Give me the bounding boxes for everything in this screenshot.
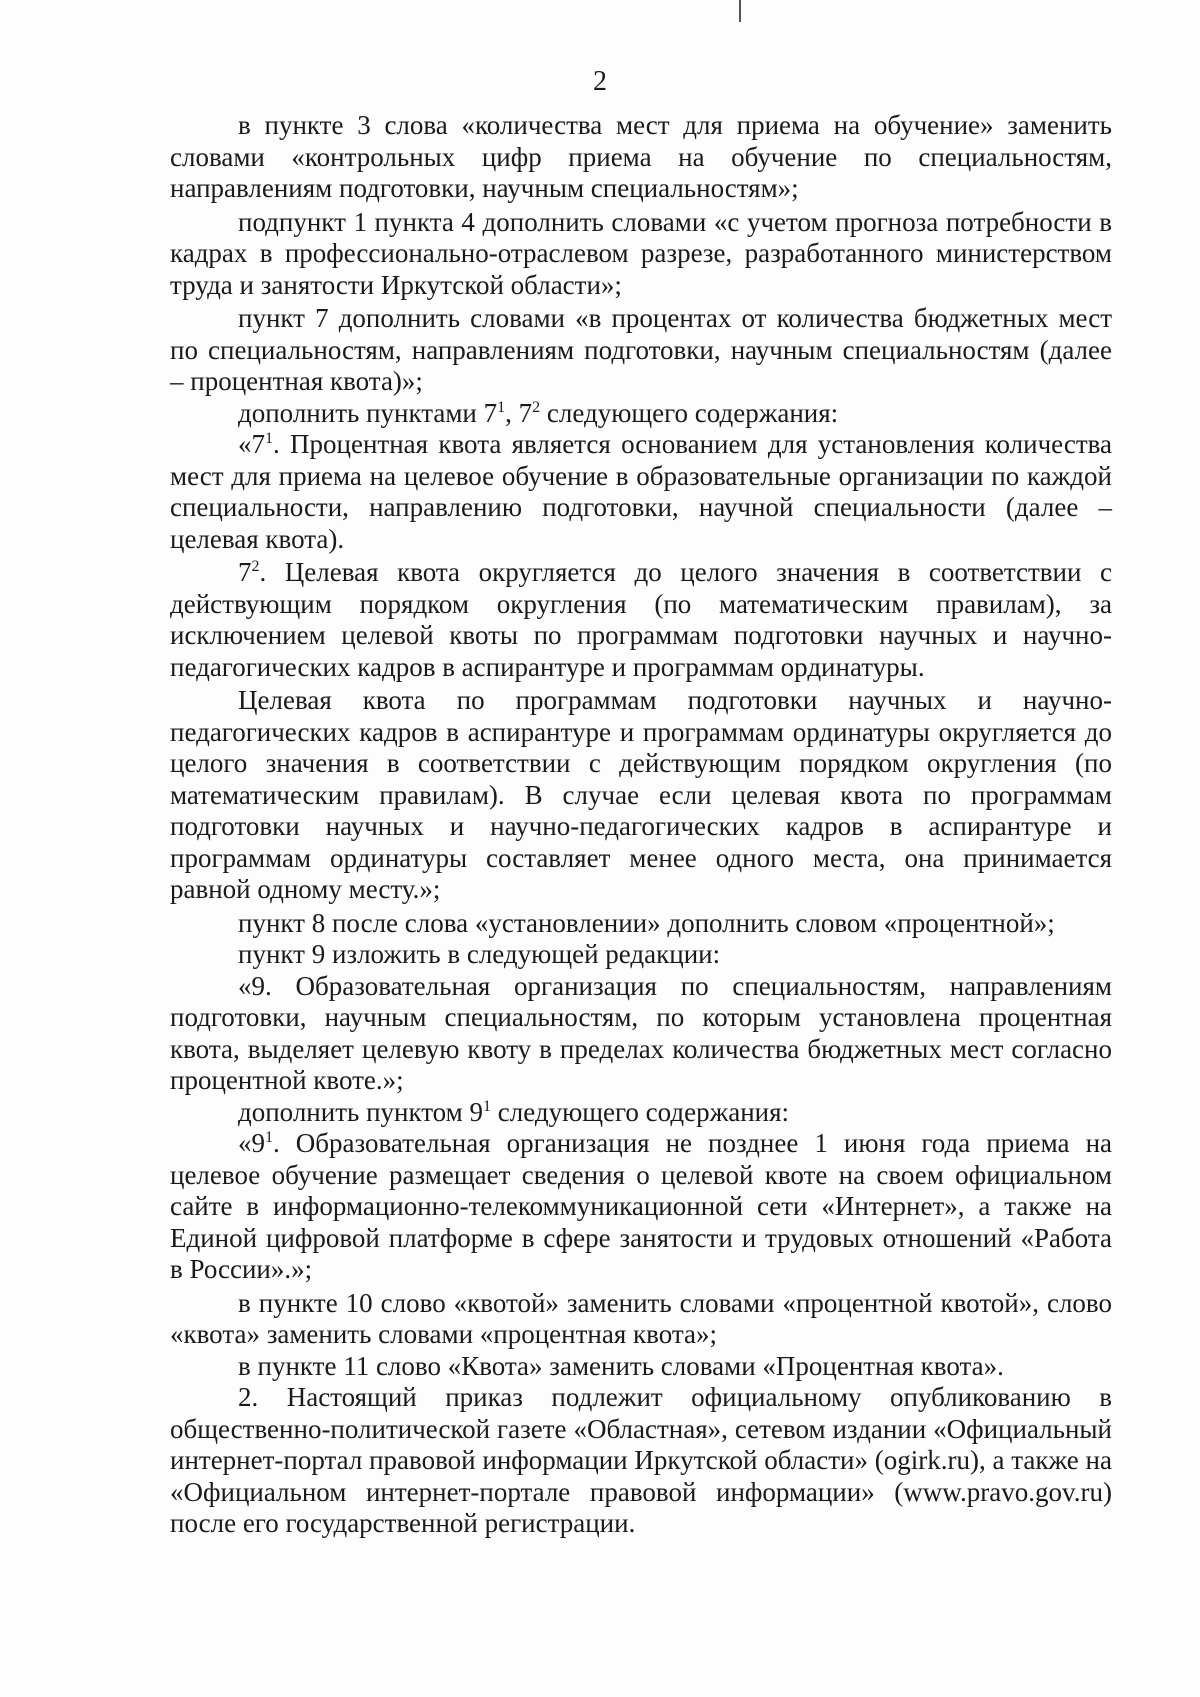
paragraph-11: дополнить пунктом $9^1$ следующего содержания: [238, 1096, 790, 1127]
paragraph-5: «$7^1$. Процентная квота является основанием для установления количества мест для приема на целевое обучение в образовательные организации по каждой специальности, направлению подготовки, научной специальности (далее – целевая квота). [170, 429, 1112, 554]
paragraph-12: «$9^1$. Образовательная организация не позднее 1 июня года приема на целевое обучение размещает сведения о целевой квоте на своем официальном сайте в информационно-телекоммуникационной сети «Интернет», а также на Единой цифровой платформе в сфере занятости и трудовых отношений «Работа в России».»; [170, 1128, 1112, 1284]
paragraph-6: $7^2$. Целевая квота округляется до целого значения в соответствии с действующим порядком округления (по математическим правилам), за исключением целевой квоты по программам подготовки научных и научно-педагогических кадров в аспирантуре и программам ординатуры. [170, 557, 1112, 682]
paragraph-10: «9. Образовательная организация по специальностям, направлениям подготовки, научным специальностям, по которым установлена процентная квота, выделяет целевую квоту в пределах количества бюджетных мест согласно процентной квоте.»; [170, 970, 1112, 1095]
paragraph-8: пункт 8 после слова «установлении» дополнить словом «процентной»; [238, 907, 1055, 938]
paragraph-1: в пункте 3 слова «количества мест для приема на обучение» заменить словами «контрольных цифр приема на обучение по специальностям, направлениям подготовки, научным специальностям»; [170, 110, 1112, 203]
paragraph-13: в пункте 10 слово «квотой» заменить словами «процентной квотой», слово «квота» заменить словами «процентная квота»; [170, 1287, 1112, 1349]
paragraph-15: 2. Настоящий приказ подлежит официальному опубликованию в общественно-политической газете «Областная», сетевом издании «Официальный интернет-портал правовой информации Иркутской области» (ogirk.ru), а также на «Официальном интернет-портале правовой информации» (www.pravo.gov.ru) после его государственной регистрации. [170, 1382, 1112, 1538]
page-number: 2 [593, 66, 607, 97]
paragraph-9: пункт 9 изложить в следующей редакции: [238, 939, 721, 969]
paragraph-14: в пункте 11 слово «Квота» заменить словами «Процентная квота». [238, 1350, 1004, 1381]
paragraph-3: пункт 7 дополнить словами «в процентах от количества бюджетных мест по специальностям, направлениям подготовки, научным специальностям (далее – процентная квота)»; [170, 303, 1112, 396]
paragraph-4: дополнить пунктами $7^1$, $7^2$ следующего содержания: [238, 397, 839, 428]
scan-mark [739, 0, 741, 22]
document-body [170, 110, 1112, 1540]
paragraph-7: Целевая квота по программам подготовки научных и научно-педагогических кадров в аспирантуре и программам ординатуры округляется до целого значения в соответствии с действующим порядком округления (по математическим правилам). В случае если целевая квота по программам подготовки научных и научно-педагогических кадров в аспирантуре и программам ординатуры составляет менее одного места, она принимается равной одному месту.»; [170, 685, 1112, 904]
paragraph-2: подпункт 1 пункта 4 дополнить словами «с учетом прогноза потребности в кадрах в профессионально-отраслевом разрезе, разработанного министерством труда и занятости Иркутской области»; [170, 206, 1112, 300]
